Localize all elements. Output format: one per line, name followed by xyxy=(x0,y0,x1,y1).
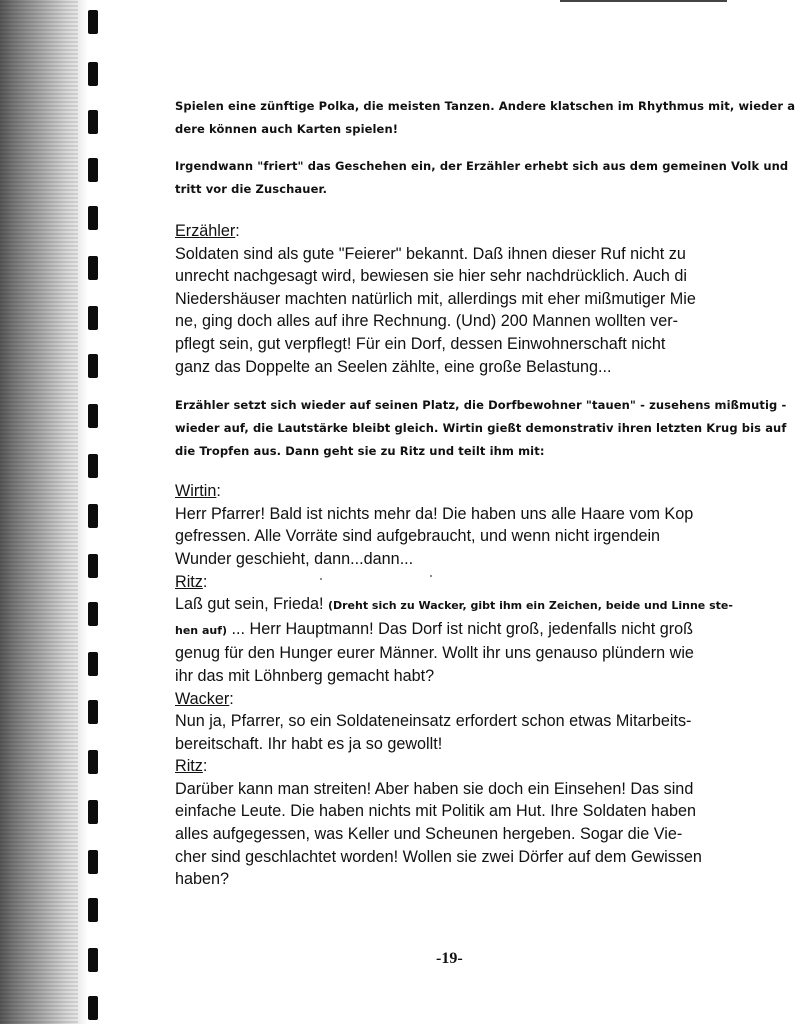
speaker-colon: : xyxy=(235,222,240,240)
speech-line: Herr Pfarrer! Bald ist nichts mehr da! Die haben uns alle Haare vom Kop xyxy=(175,504,694,523)
speaker-heading xyxy=(175,688,727,711)
punch-hole xyxy=(88,158,98,182)
speech-line: unrecht nachgesagt wird, bewiesen sie hier sehr nachdrücklich. Auch di xyxy=(175,267,687,286)
stage-line: Spielen eine zünftige Polka, die meisten Tanzen. Andere klatschen im Rhythmus mit, wieder a xyxy=(175,99,795,113)
speech-line xyxy=(175,618,727,643)
speech-erzaehler xyxy=(175,220,727,378)
punch-hole xyxy=(88,652,98,676)
speech-line: Soldaten sind als gute "Feierer" bekannt. Daß ihnen dieser Ruf nicht zu xyxy=(175,244,686,263)
speech-line: Niedershäuser machten natürlich mit, allerdings mit eher mißmutiger Mie xyxy=(175,289,696,308)
scan-top-edge-line xyxy=(560,0,727,2)
punch-hole xyxy=(88,404,98,428)
punch-hole xyxy=(88,10,98,34)
speech-ritz-2 xyxy=(175,755,727,891)
speaker-heading xyxy=(175,220,727,243)
punch-hole xyxy=(88,800,98,824)
speaker-name: Ritz xyxy=(175,757,203,776)
speaker-heading xyxy=(175,755,727,778)
speech-line: cher sind geschlachtet worden! Wollen sie zwei Dörfer auf dem Gewissen xyxy=(175,847,702,866)
speech-line xyxy=(175,593,733,618)
speaker-name: Erzähler xyxy=(175,222,236,240)
punch-hole xyxy=(88,850,98,874)
punch-hole xyxy=(88,700,98,724)
speech-text: ... Herr Hauptmann! Das Dorf ist nicht groß, jedenfalls nicht groß xyxy=(227,619,694,638)
speech-line: ihr das mit Löhnberg gemacht habt? xyxy=(175,666,435,685)
speech-line: gefressen. Alle Vorräte sind aufgebraucht, und wenn nicht irgendein xyxy=(175,527,661,546)
speech-text: Laß gut sein, Frieda! xyxy=(175,595,328,614)
stage-line: tritt vor die Zuschauer. xyxy=(175,182,328,196)
speech-line: ne, ging doch alles auf ihre Rechnung. (Und) 200 Mannen wollten ver- xyxy=(175,312,679,331)
punch-hole xyxy=(88,996,98,1020)
speech-line: pflegt sein, gut verpflegt! Für ein Dorf, dessen Einwohnerschaft nicht xyxy=(175,334,666,353)
speech-line: alles aufgegessen, was Keller und Scheunen hergeben. Sogar die Vie- xyxy=(175,825,683,844)
page-content xyxy=(175,95,795,891)
punch-hole xyxy=(88,306,98,330)
speaker-colon: : xyxy=(229,689,234,708)
speech-wacker xyxy=(175,688,727,756)
speaker-colon: : xyxy=(202,757,208,776)
punch-hole xyxy=(88,948,98,972)
speech-line: genug für den Hunger eurer Männer. Wollt ihr uns genauso plündern wie xyxy=(175,644,694,663)
speaker-heading xyxy=(175,571,727,594)
stage-line: die Tropfen aus. Dann geht sie zu Ritz und teilt ihm mit: xyxy=(175,444,545,459)
punch-hole xyxy=(88,62,98,86)
inline-stage-direction: (Dreht sich zu Wacker, gibt ihm ein Zeichen, beide und Linne ste- xyxy=(327,599,733,613)
punch-hole xyxy=(88,554,98,578)
speech-wirtin xyxy=(175,480,727,570)
inline-stage-direction: hen auf) xyxy=(175,623,228,637)
stage-line: Erzähler setzt sich wieder auf seinen Platz, die Dorfbewohner "tauen" - zusehens mißmutig - xyxy=(175,398,787,413)
speech-line: Nun ja, Pfarrer, so ein Soldateneinsatz erfordert schon etwas Mitarbeits- xyxy=(175,712,692,731)
punch-hole xyxy=(88,504,98,528)
speaker-heading xyxy=(175,480,727,503)
speech-line: ganz das Doppelte an Seelen zählte, eine große Belastung... xyxy=(175,357,612,376)
punch-hole xyxy=(88,898,98,922)
punch-hole xyxy=(88,602,98,626)
page-number: -19- xyxy=(436,950,463,967)
speaker-colon: : xyxy=(202,572,208,591)
speech-line: Darüber kann man streiten! Aber haben sie doch ein Einsehen! Das sind xyxy=(175,779,694,798)
stage-line: dere können auch Karten spielen! xyxy=(175,122,399,136)
speech-ritz-1 xyxy=(175,571,733,688)
stage-direction-polka xyxy=(175,95,795,141)
speech-line: bereitschaft. Ihr habt es ja so gewollt! xyxy=(175,734,443,753)
stage-line: wieder auf, die Lautstärke bleibt gleich. Wirtin gießt demonstrativ ihren letzten Krug bis auf xyxy=(175,421,787,436)
scan-binding-edge xyxy=(0,0,78,1024)
punch-hole xyxy=(88,256,98,280)
speech-line: Wunder geschieht, dann...dann... xyxy=(175,549,414,568)
stage-direction-thaw xyxy=(175,394,787,463)
punch-hole xyxy=(88,354,98,378)
stage-direction-freeze xyxy=(175,155,789,201)
speaker-name: Wirtin xyxy=(175,482,217,501)
scan-binding-shadow xyxy=(78,0,88,1024)
punch-hole xyxy=(88,206,98,230)
speaker-colon: : xyxy=(216,482,221,501)
speech-line: einfache Leute. Die haben nichts mit Politik am Hut. Ihre Soldaten haben xyxy=(175,802,697,821)
punch-hole xyxy=(88,110,98,134)
punch-hole xyxy=(88,750,98,774)
speaker-name: Ritz xyxy=(175,572,203,591)
speaker-name: Wacker xyxy=(175,689,230,708)
punch-hole xyxy=(88,454,98,478)
speech-line: haben? xyxy=(175,870,230,889)
stage-line: Irgendwann "friert" das Geschehen ein, der Erzähler erhebt sich aus dem gemeinen Volk und xyxy=(175,159,789,173)
